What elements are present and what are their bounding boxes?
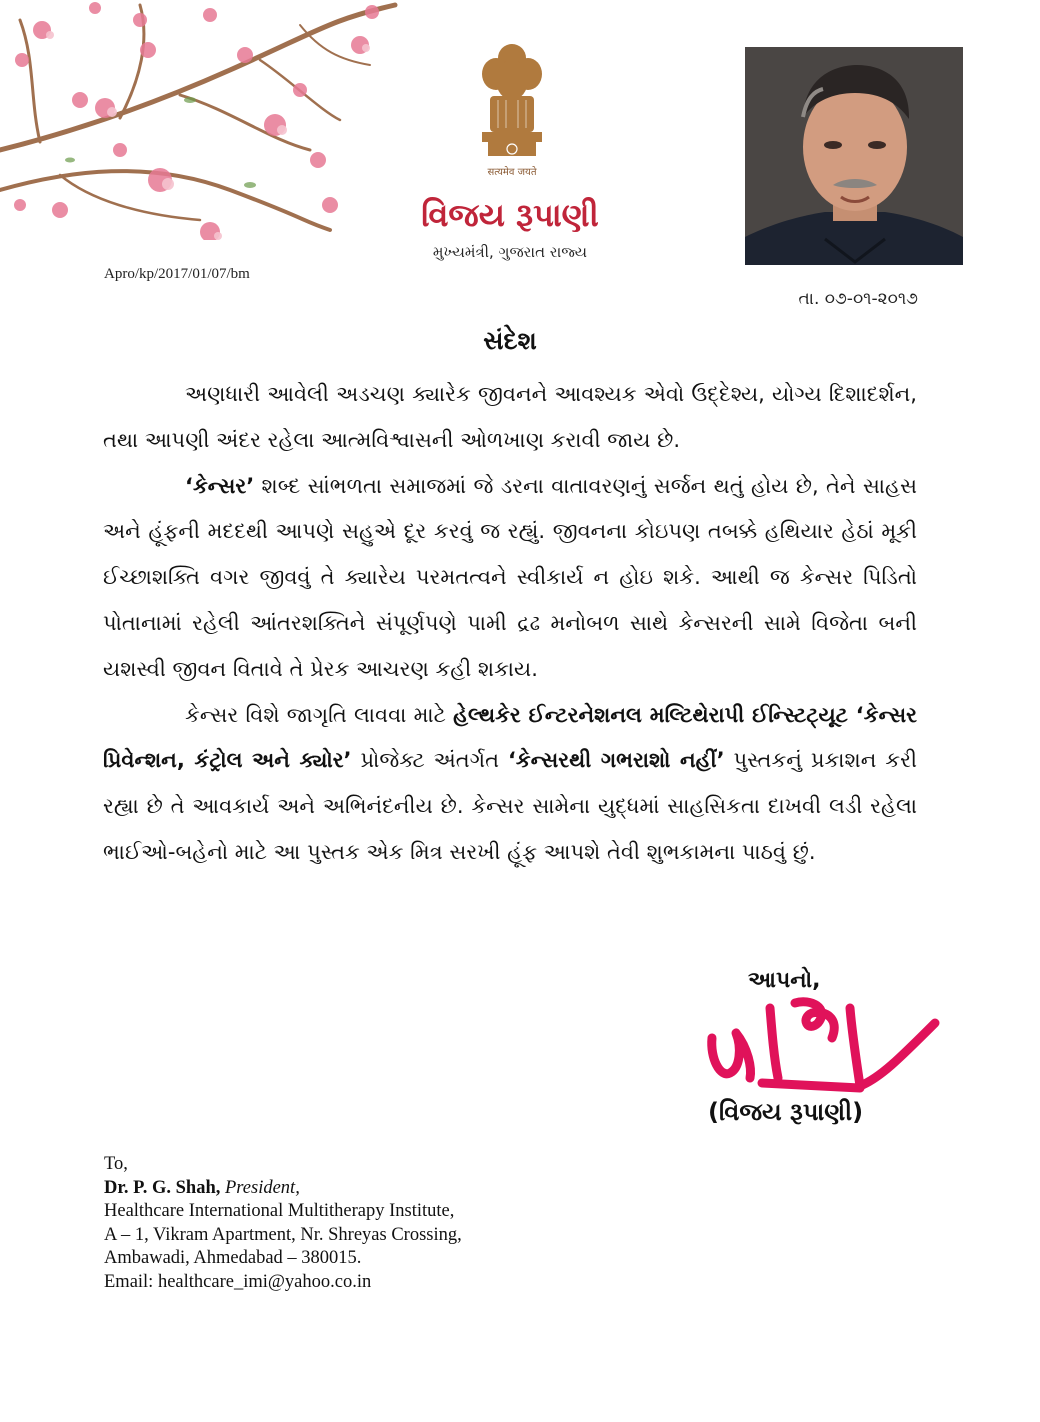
paragraph-text: પ્રોજેક્ટ અંતર્ગત [351,748,508,773]
paragraph-text: કેન્સર વિશે જાગૃતિ લાવવા માટે [185,702,454,727]
paragraph-bold-text: ‘કેન્સર’ [185,473,255,498]
recipient-name-line [104,1177,462,1201]
designation: મુખ્યમંત્રી, ગુજરાત રાજ્ય [432,243,588,261]
signatory-name: (વિજય રૂપાણી) [708,1098,864,1126]
letter-heading: સંદેશ [483,326,537,355]
signature-icon [700,978,940,1098]
paragraph-2 [103,464,917,693]
recipient-address [104,1153,462,1294]
paragraph-1 [103,372,917,464]
paragraph-text: પુસ્તકનું પ્રકાશન કરી રહ્યા છે તે આવકાર્ય અને અભિનંદનીય છે. કેન્સર સામેના યુદ્ધમાં સાહસિકતા દાખવી લડી રહેલા ભાઈઓ-બહેનો માટે આ પુસ્તક એક મિત્ર સરખી હૂંફ આપશે તેવી શુભકામના પાઠવું છું. [103,748,917,864]
paragraph-text: શબ્દ સાંભળતા સમાજમાં જે ડરના વાતાવરણનું સર્જન થતું હોય છે, તેને સાહસ અને હૂંફની મદદથી આપણે સહુએ દૂર કરવું જ રહ્યું. જીવનના કોઇપણ તબક્કે હથિયાર હેઠાં મૂકી ઈચ્છાશક્તિ વગર જીવવું તે ક્યારેય પરમતત્વને સ્વીકાર્ય ન હોઇ શકે. આથી જ કેન્સર પિડિતો પોતાનામાં રહેલી આંતરશક્તિને સંપૂર્ણપણે પામી દ્રઢ મનોબળ સાથે કેન્સરની સામે વિજેતા બની યશસ્વી જીવન વિતાવે તે પ્રેરક આચરણ કહી શકાય. [103,473,917,681]
recipient-organization: Healthcare International Multitherapy Institute, [104,1201,455,1221]
letter-body [103,372,917,876]
cherry-blossom-decoration [0,0,400,240]
paragraph-bold-text: ‘કેન્સરથી ગભરાશો નહીં’ [507,748,725,773]
recipient-email: Email: healthcare_imi@yahoo.co.in [104,1271,372,1292]
paragraph-bold-text: હેલ્થકેર ઈન્ટરનેશનલ મલ્ટિથેરાપી ઈન્સ્ટિટ્યૂટ ‘કેન્સર પ્રિવેન્શન, કંટ્રોલ અને ક્યોર’ [103,702,917,773]
emblem-motto: सत्यमेव जयते [487,167,537,178]
recipient-name: Dr. P. G. Shah, [104,1177,221,1198]
portrait-photo [745,47,963,265]
state-emblem-icon [468,40,556,180]
reference-number: Apro/kp/2017/01/07/bm [104,266,250,282]
recipient-address-line-2: Ambawadi, Ahmedabad – 380015. [104,1248,362,1268]
minister-name-heading: વિજય રૂપાણી [421,196,599,234]
recipient-address-line-1: A – 1, Vikram Apartment, Nr. Shreyas Crossing, [104,1224,462,1245]
recipient-to: To, [104,1154,128,1174]
closing-salutation: આપનો, [748,968,821,993]
paragraph-3 [103,693,917,876]
paragraph-text: અણધારી આવેલી અડચણ ક્યારેક જીવનને આવશ્યક એવો ઉદ્દેશ્ય, યોગ્ય દિશાદર્શન, તથા આપણી અંદર રહેલા આત્મવિશ્વાસની ઓળખાણ કરાવી જાય છે. [103,382,917,452]
recipient-title: President, [224,1177,300,1198]
letter-date: તા. ૦૭-૦૧-૨૦૧૭ [798,289,918,309]
